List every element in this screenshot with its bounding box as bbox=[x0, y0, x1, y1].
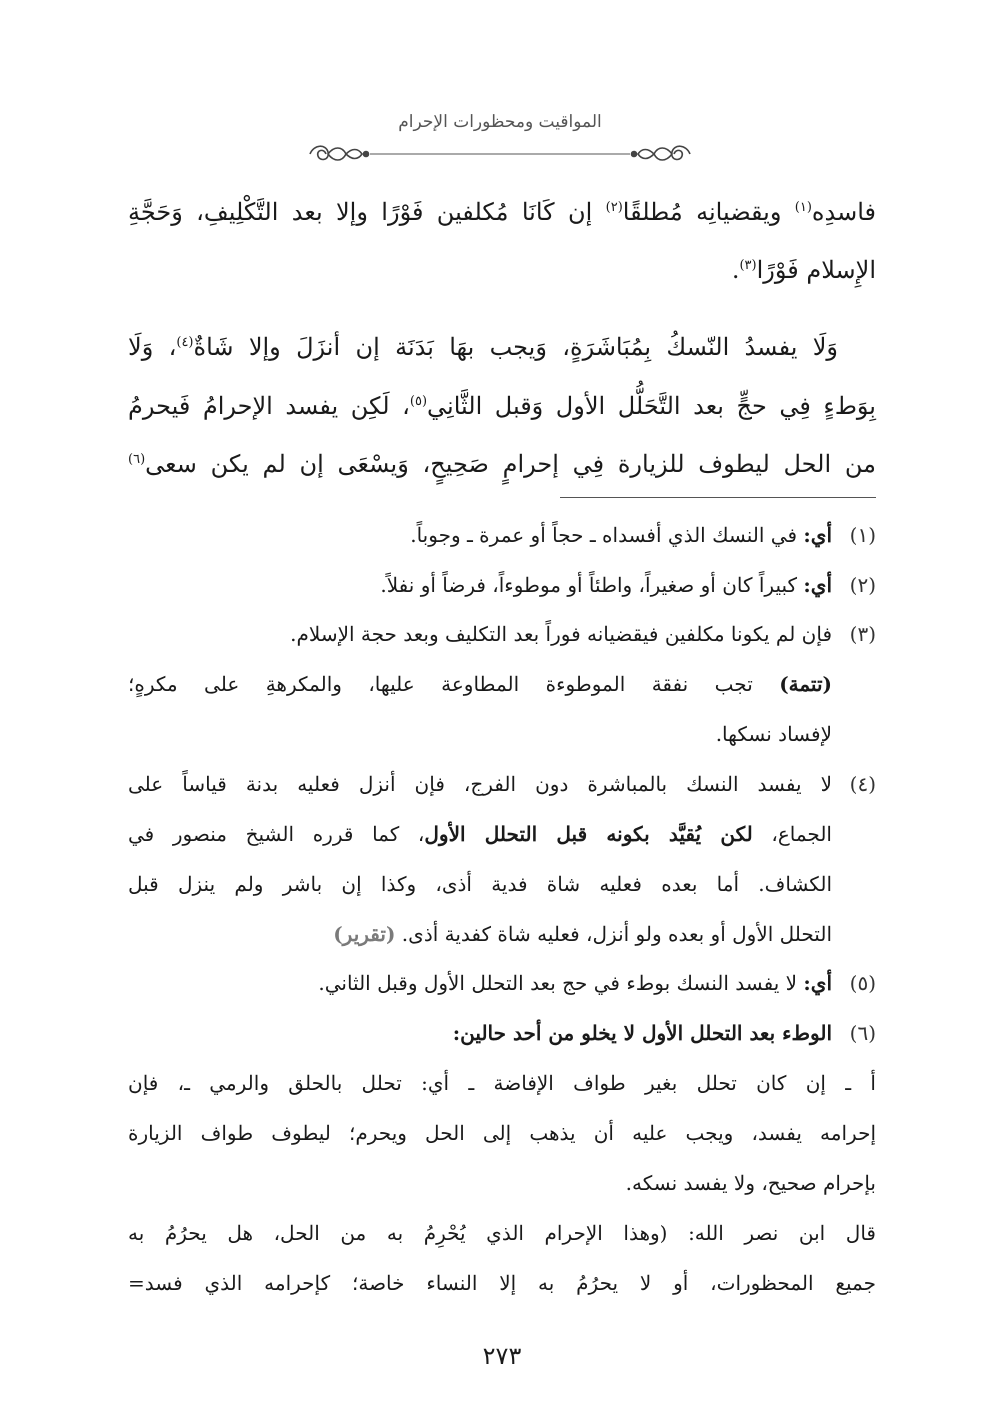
footnote-lead: أي: bbox=[803, 523, 832, 547]
footnote-3-line bbox=[128, 672, 876, 696]
footnote-number: (١) bbox=[849, 523, 876, 547]
footnote-4-line bbox=[128, 872, 876, 896]
footnote-number: (٢) bbox=[849, 573, 876, 597]
footnote-ref: (٢) bbox=[605, 200, 623, 215]
footnote-number: (٥) bbox=[849, 971, 876, 995]
text-line bbox=[732, 256, 876, 284]
text-run: بِوَطءٍ فِي حجٍّ بعد التَّحَلُّل الأول وَقبل الثَّانِي bbox=[427, 392, 876, 420]
footnote-text: في النسك الذي أفسداه ـ حجاً أو عمرة ـ وجوباً. bbox=[410, 523, 804, 547]
footnote-ref: (٣) bbox=[739, 258, 757, 273]
footnote-text: أ ـ إن كان تحلل بغير طواف الإفاضة ـ أي: تحلل بالحلق والرمي ـ، فإن bbox=[128, 1071, 876, 1095]
footnote-ref: (٦) bbox=[128, 452, 146, 467]
footnote-5 bbox=[318, 971, 876, 995]
header-title: المواقيت ومحظورات الإحرام bbox=[398, 112, 602, 132]
text-run: ويقضيانِه مُطلقًا bbox=[622, 198, 795, 226]
header-ornament-icon bbox=[300, 140, 700, 168]
text-line bbox=[128, 392, 876, 420]
footnote-separator bbox=[560, 497, 876, 498]
text-line bbox=[128, 450, 876, 478]
footnote-number: (٤) bbox=[849, 772, 876, 796]
footnote-source-tag: (تقرير) bbox=[333, 922, 396, 946]
footnote-6-line bbox=[128, 1271, 876, 1295]
text-run: ، وَلَا bbox=[128, 333, 177, 361]
footnote-emphasis: لكن يُقيَّد بكونه قبل التحلل الأول bbox=[424, 822, 753, 846]
text-line bbox=[128, 198, 876, 226]
text-run: الإِسلام فَوْرًا bbox=[756, 256, 876, 284]
footnote-text: لا يفسد النسك بوطء في حج بعد التحلل الأول وقبل الثاني. bbox=[318, 971, 804, 995]
text-run: وَلَا يفسدُ النّسكُ بِمُبَاشَرَةٍ، وَيجب بهَا بَدَنَة إن أنزَلَ وإلا شَاةٌ bbox=[193, 333, 838, 361]
text-run: ، لَكِن يفسد الإحرامُ فَيحرمُ bbox=[128, 392, 410, 420]
footnote-3 bbox=[290, 622, 876, 646]
footnote-text: ، كما قرره الشيخ منصور في bbox=[128, 822, 425, 846]
footnote-text: لا يفسد النسك بالمباشرة دون الفرج، فإن أنزل فعليه بدنة قياساً على bbox=[128, 772, 832, 796]
text-line bbox=[128, 333, 876, 361]
footnote-text: بإحرام صحيح، ولا يفسد نسكه. bbox=[625, 1171, 876, 1195]
footnote-1 bbox=[410, 523, 876, 547]
footnote-6-line bbox=[128, 1121, 876, 1145]
text-run: إن كَانَا مُكلفين فَوْرًا وإلا بعد التَّكْلِيفِ، وَحَجَّةِ bbox=[128, 198, 606, 226]
footnote-text: لإفساد نسكها. bbox=[715, 722, 832, 746]
footnote-text: الكشاف. أما بعده فعليه شاة فدية أذى، وكذا إن باشر ولم ينزل قبل bbox=[128, 872, 832, 896]
footnote-4 bbox=[128, 772, 876, 796]
footnote-lead: أي: bbox=[803, 573, 832, 597]
footnote-6-line bbox=[128, 1071, 876, 1095]
footnote-4-line bbox=[128, 822, 876, 846]
footnote-text: فإن لم يكونا مكلفين فيقضيانه فوراً بعد التكليف وبعد حجة الإسلام. bbox=[290, 622, 832, 646]
text-run: فاسدِه bbox=[811, 198, 876, 226]
footnote-text: إحرامه يفسد، ويجب عليه أن يذهب إلى الحل ويحرم؛ ليطوف طواف الزيارة bbox=[128, 1121, 876, 1145]
footnote-text: كبيراً كان أو صغيراً، واطئاً أو موطوءاً، فرضاً أو نفلاً. bbox=[380, 573, 804, 597]
footnote-6-line bbox=[626, 1171, 876, 1195]
footnote-6 bbox=[453, 1021, 876, 1045]
footnote-number: (٦) bbox=[849, 1021, 876, 1045]
footnote-text: الجماع، bbox=[752, 822, 832, 846]
text-run: من الحل ليطوف للزيارة فِي إحرامٍ صَحِيحٍ، وَيسْعَى إن لم يكن سعى bbox=[145, 450, 876, 478]
page-number: ٢٧٣ bbox=[482, 1342, 522, 1370]
footnote-text: جميع المحظورات، أو لا يحرُمُ به إلا النساء خاصة؛ كإحرامه الذي فسد= bbox=[128, 1271, 876, 1295]
footnote-number: (٣) bbox=[849, 622, 876, 646]
footnote-4-line bbox=[333, 922, 832, 946]
footnote-ref: (٤) bbox=[176, 335, 194, 350]
text-run: . bbox=[731, 256, 740, 284]
footnote-heading: الوطء بعد التحلل الأول لا يخلو من أحد حالين: bbox=[452, 1021, 832, 1045]
footnote-text: التحلل الأول أو بعده ولو أنزل، فعليه شاة كفدية أذى. bbox=[395, 922, 832, 946]
footnote-text: تجب نفقة الموطوءة المطاوعة عليها، والمكرهةِ على مكرهٍ؛ bbox=[128, 672, 780, 696]
footnote-6-line bbox=[128, 1221, 876, 1245]
footnote-text: قال ابن نصر الله: (وهذا الإحرام الذي يُحْرِمُ به من الحل، هل يحرُمُ به bbox=[128, 1221, 876, 1245]
running-header bbox=[300, 112, 700, 172]
footnote-lead: (تتمة) bbox=[779, 672, 832, 696]
footnote-ref: (٥) bbox=[409, 394, 428, 409]
footnote-3-line bbox=[716, 722, 832, 746]
footnote-2 bbox=[380, 573, 876, 597]
footnote-lead: أي: bbox=[803, 971, 832, 995]
footnote-ref: (١) bbox=[794, 200, 812, 215]
